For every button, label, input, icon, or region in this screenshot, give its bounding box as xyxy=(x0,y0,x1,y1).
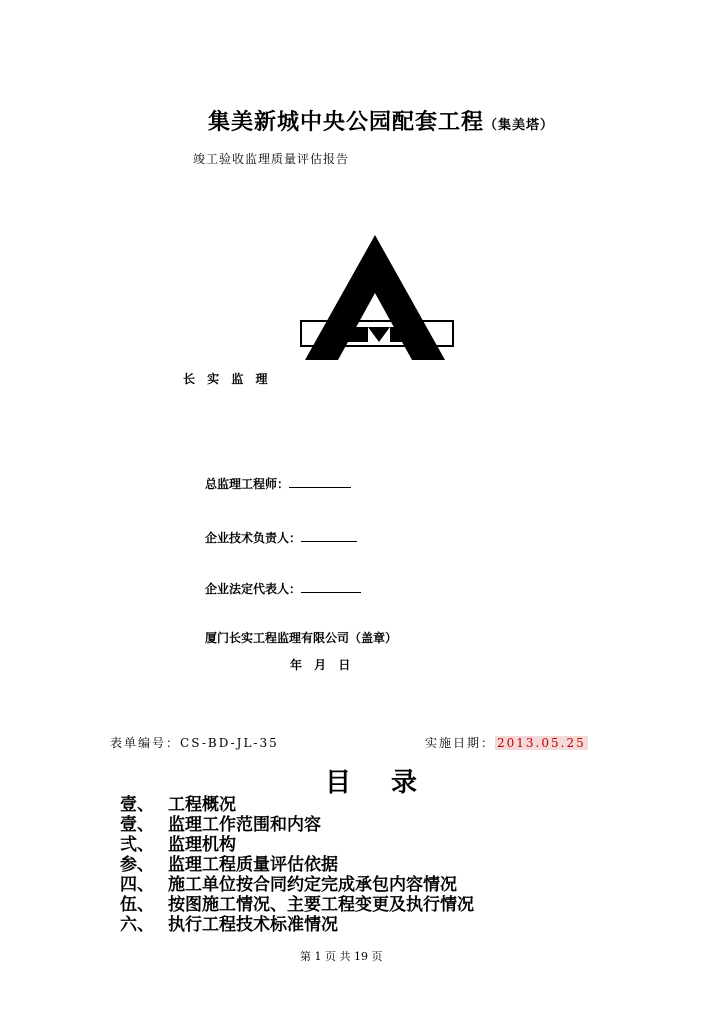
toc-item-number: 伍、 xyxy=(120,895,154,915)
logo-center-triangle xyxy=(368,327,390,342)
company-short-name: 长 实 监 理 xyxy=(183,372,272,386)
toc-item-text: 工程概况 xyxy=(168,795,236,815)
page-footer: 第 1 页 共 19 页 xyxy=(300,950,383,963)
legal-rep-label: 企业法定代表人： xyxy=(205,582,302,596)
document-subtitle: 竣工验收监理质量评估报告 xyxy=(193,152,350,166)
toc-item-text: 监理工程质量评估依据 xyxy=(168,855,338,875)
legal-rep-signature xyxy=(205,580,361,597)
toc-item-text: 执行工程技术标准情况 xyxy=(168,915,338,935)
tech-lead-signature xyxy=(205,529,357,546)
toc-item-text: 监理工作范围和内容 xyxy=(168,815,321,835)
page-title xyxy=(208,105,554,136)
list-item[interactable] xyxy=(120,815,474,835)
chief-engineer-label: 总监理工程师： xyxy=(205,477,290,491)
toc-item-number: 壹、 xyxy=(120,815,154,835)
toc-item-number: 弍、 xyxy=(120,835,154,855)
logo-triangle-outer xyxy=(305,235,445,360)
company-full-name: 厦门长实工程监理有限公司（盖章） xyxy=(205,631,398,645)
toc-item-text: 施工单位按合同约定完成承包内容情况 xyxy=(168,875,457,895)
toc-item-text: 监理机构 xyxy=(168,835,236,855)
list-item[interactable] xyxy=(120,915,474,935)
list-item[interactable] xyxy=(120,875,474,895)
list-item[interactable] xyxy=(120,835,474,855)
toc-item-number: 参、 xyxy=(120,855,154,875)
toc-title: 目录 xyxy=(325,768,458,798)
chief-engineer-blank[interactable] xyxy=(289,475,351,488)
company-logo-icon xyxy=(300,235,455,363)
toc-item-number: 四、 xyxy=(120,875,154,895)
logo-bar-left xyxy=(340,327,368,342)
list-item[interactable] xyxy=(120,895,474,915)
form-number-label: 表单编号： xyxy=(110,736,181,750)
date-line: 年 月 日 xyxy=(290,658,355,672)
toc-item-number: 六、 xyxy=(120,915,154,935)
tech-lead-blank[interactable] xyxy=(301,529,357,542)
impl-date-label: 实施日期： xyxy=(425,736,496,750)
chief-engineer-signature xyxy=(205,475,351,492)
logo-bar-right xyxy=(390,327,418,342)
document-title: 集美新城中央公园配套工程 xyxy=(208,110,485,135)
table-of-contents xyxy=(120,795,474,935)
toc-item-number: 壹、 xyxy=(120,795,154,815)
form-number xyxy=(110,734,279,751)
list-item[interactable] xyxy=(120,795,474,815)
title-suffix: （集美塔） xyxy=(484,118,555,133)
list-item[interactable] xyxy=(120,855,474,875)
tech-lead-label: 企业技术负责人： xyxy=(205,531,302,545)
legal-rep-blank[interactable] xyxy=(301,580,361,593)
toc-item-text: 按图施工情况、主要工程变更及执行情况 xyxy=(168,895,474,915)
implementation-date xyxy=(425,734,588,751)
form-number-value: CS-BD-JL-35 xyxy=(180,736,279,750)
impl-date-value: 2013.05.25 xyxy=(497,736,586,750)
